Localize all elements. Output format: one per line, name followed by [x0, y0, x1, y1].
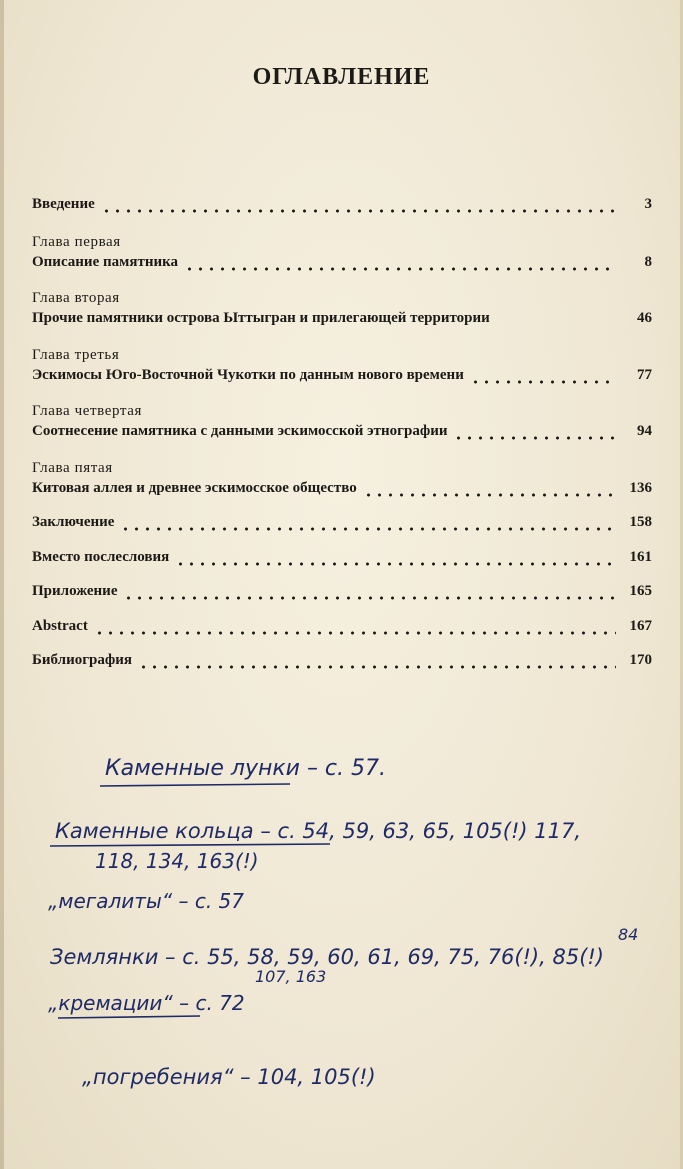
- chapter-label: Глава пятая: [32, 460, 113, 476]
- leader-dots: [123, 589, 616, 603]
- toc-entry-chapter-1: [32, 232, 652, 274]
- toc-entry-title: Китовая аллея и древнее эскимосское общество: [32, 480, 357, 496]
- toc-entry-chapter-3: [32, 345, 652, 387]
- chapter-label: Глава вторая: [32, 290, 120, 306]
- leader-dots: [496, 316, 616, 330]
- handwritten-note: Землянки – с. 55, 58, 59, 60, 61, 69, 75, 76(!), 85(!): [50, 945, 604, 969]
- toc-page-number: 170: [629, 652, 652, 668]
- toc-entry-conclusion: [32, 512, 652, 534]
- page-title: ОГЛАВЛЕНИЕ: [252, 64, 431, 90]
- toc-entry-line: [32, 547, 652, 569]
- toc-entry-title: Вместо послесловия: [32, 549, 170, 565]
- toc-entry-line: [32, 421, 652, 443]
- handwritten-note: Каменные кольца – с. 54, 59, 63, 65, 105(!) 117,: [55, 819, 582, 843]
- leader-dots: [184, 260, 616, 274]
- handwritten-notes-canvas: [0, 740, 683, 1140]
- handwritten-note: 118, 134, 163(!): [95, 849, 259, 873]
- toc-entry-introduction: [32, 194, 652, 216]
- toc-page-number: 136: [629, 480, 652, 496]
- toc-entry-abstract: [32, 616, 652, 638]
- leader-dots: [175, 555, 616, 569]
- toc-entry-afterword: [32, 547, 652, 569]
- chapter-label: Глава третья: [32, 347, 120, 363]
- handwritten-note: „мегалиты“ – с. 57: [48, 889, 244, 913]
- toc-entry-title: Заключение: [32, 514, 115, 530]
- toc-entry-line: [32, 512, 652, 534]
- handwritten-note: 107, 163: [255, 967, 327, 986]
- note-underline: [100, 784, 290, 786]
- leader-dots: [453, 429, 616, 443]
- toc-page-number: 46: [637, 310, 652, 326]
- toc-entry-line: [32, 365, 652, 387]
- toc-page-number: 3: [644, 196, 652, 212]
- toc-entry-title: Эскимосы Юго-Восточной Чукотки по данным нового времени: [32, 367, 464, 383]
- toc-entry-title: Введение: [32, 196, 95, 212]
- toc-page-number: 167: [629, 618, 652, 634]
- leader-dots: [120, 520, 616, 534]
- toc-page-number: 165: [629, 583, 652, 599]
- handwritten-note: Каменные лунки – с. 57.: [105, 756, 387, 781]
- toc-entry-title: Прочие памятники острова Ыттыгран и прилегающей территории: [32, 310, 490, 326]
- toc-entry-title: Соотнесение памятника с данными эскимосской этнографии: [32, 423, 448, 439]
- toc-entry-line: [32, 616, 652, 638]
- toc-entry-title: Abstract: [32, 618, 88, 634]
- toc-entry-chapter-2: [32, 288, 652, 330]
- toc-entry-line: [32, 478, 652, 500]
- handwritten-note: „погребения“ – 104, 105(!): [82, 1065, 376, 1089]
- note-underline: [50, 844, 330, 846]
- toc-entry-title: Приложение: [32, 583, 118, 599]
- toc-entry-line: [32, 308, 652, 330]
- toc-entry-line: [32, 650, 652, 672]
- toc-page-number: 94: [637, 423, 652, 439]
- leader-dots: [470, 373, 616, 387]
- toc-page-number: 161: [629, 549, 652, 565]
- chapter-label: Глава четвертая: [32, 403, 142, 419]
- toc-entry-title: Библиография: [32, 652, 133, 668]
- toc-entry-line: [32, 581, 652, 603]
- toc-page-number: 8: [644, 254, 652, 270]
- note-underline: [58, 1016, 200, 1018]
- leader-dots: [363, 486, 616, 500]
- toc-entry-appendix: [32, 581, 652, 603]
- leader-dots: [101, 202, 616, 216]
- handwritten-note: 84: [618, 925, 639, 944]
- handwritten-notes: [0, 740, 683, 1140]
- toc-page-number: 158: [629, 514, 652, 530]
- toc-entry-bibliography: [32, 650, 652, 672]
- handwritten-note: „кремации“ – с. 72: [48, 991, 245, 1015]
- toc-entry-line: [32, 194, 652, 216]
- toc-entry-title: Описание памятника: [32, 254, 179, 270]
- chapter-label: Глава первая: [32, 234, 121, 250]
- leader-dots: [94, 624, 616, 638]
- toc-entry-line: [32, 252, 652, 274]
- leader-dots: [138, 658, 616, 672]
- toc-entry-chapter-4: [32, 401, 652, 443]
- toc-entry-chapter-5: [32, 458, 652, 500]
- toc-page-number: 77: [637, 367, 652, 383]
